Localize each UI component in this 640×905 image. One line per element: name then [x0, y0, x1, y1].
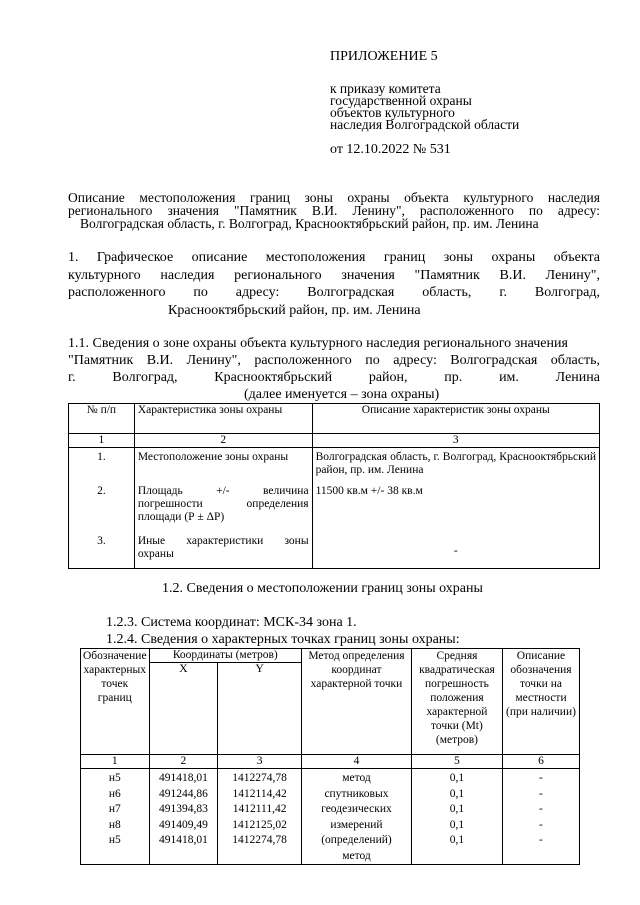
section11-line-3: г. Волгоград, Краснооктябрьский район, пр. им. Ленина: [68, 370, 600, 385]
table-row-x: 491409,49: [158, 818, 208, 831]
header-line-1: к приказу комитета: [330, 81, 441, 96]
boundary-points-table: [80, 648, 580, 865]
table1-colnum-1: 1: [69, 434, 135, 448]
table2-y-values: [218, 769, 302, 865]
table2-header-designation: Обозначение характерных точек границ: [81, 649, 150, 755]
table1-row3-num: 3.: [69, 535, 135, 569]
section1-line-2: культурного наследия регионального значения "Памятник В.И. Ленину",: [68, 268, 600, 283]
appendix-title: ПРИЛОЖЕНИЕ 5: [330, 49, 438, 64]
table-row: [69, 448, 600, 485]
table2-colnum-1: 1: [81, 755, 150, 769]
table-row-desc: -: [539, 787, 543, 800]
table-row-x: 491244,86: [158, 787, 208, 800]
table2-method-values: [302, 769, 412, 865]
table-row-x: 491394,83: [158, 803, 208, 815]
table1-header-char: Характеристика зоны охраны: [134, 404, 312, 434]
section124-text: 1.2.4. Сведения о характерных точках границ зоны охраны:: [106, 632, 460, 647]
table2-header-description: Описание обозначения точки на местности (при наличии): [502, 649, 579, 755]
title-line-3: Волгоградская область, г. Волгоград, Краснооктябрьский район, пр. им. Ленина: [80, 216, 539, 231]
section1-line-4: Краснооктябрьский район, пр. им. Ленина: [168, 303, 421, 318]
table-row-x: 491418,01: [158, 772, 208, 784]
table-row-point: н5: [108, 772, 121, 784]
table2-header-method: Метод определения координат характерной точки: [302, 649, 412, 755]
table2-header-row: [81, 649, 580, 663]
table1-row3-desc: -: [312, 535, 599, 569]
order-date: от 12.10.2022 № 531: [330, 142, 451, 157]
section12-title: 1.2. Сведения о местоположении границ зоны охраны: [162, 581, 483, 596]
table1-row1-desc: Волгоградская область, г. Волгоград, Краснооктябрьский район, пр. им. Ленина: [312, 448, 599, 485]
table2-colnum-row: [81, 755, 580, 769]
table-row-point: н5: [108, 834, 121, 846]
table1-row3-char: Иные характеристики зоны охраны: [134, 535, 312, 569]
section1-line-1: 1. Графическое описание местоположения границ зоны охраны объекта: [68, 250, 600, 265]
section1-line-3: расположенного по адресу: Волгоградская область, г. Волгоград,: [68, 285, 600, 300]
table-row-acc: 0,1: [449, 834, 465, 846]
table2-header-x: X: [149, 663, 218, 755]
table2-body: [81, 769, 580, 865]
table1-row1-num: 1.: [69, 448, 135, 485]
table-row-y: 1412125,02: [232, 818, 287, 831]
table-row-acc: 0,1: [449, 787, 465, 800]
table-row-y: 1412274,78: [232, 772, 287, 784]
method-line: измерений: [330, 818, 383, 831]
table2-description-values: [502, 769, 579, 865]
header-line-3: объектов культурного: [330, 105, 455, 120]
table-row-acc: 0,1: [449, 818, 465, 831]
table1-colnum-row: [69, 434, 600, 448]
title-line-1: Описание местоположения границ зоны охраны объекта культурного наследия: [68, 190, 600, 205]
table2-x-values: [149, 769, 218, 865]
section11-line-4: (далее именуется – зона охраны): [244, 387, 440, 402]
section123-text: 1.2.3. Система координат: МСК-34 зона 1.: [106, 615, 357, 630]
table2-colnum-2: 2: [149, 755, 218, 769]
table1-row2-char: Площадь +/- величина погрешности определения площади (Р ± ΔР): [134, 485, 312, 535]
table1-colnum-3: 3: [312, 434, 599, 448]
table-row: [69, 535, 600, 569]
table-row-y: 1412111,42: [232, 803, 287, 815]
method-line: метод: [342, 772, 371, 784]
table1-header-desc: Описание характеристик зоны охраны: [312, 404, 599, 434]
table2-accuracy-values: [411, 769, 502, 865]
table-row-y: 1412274,78: [232, 834, 287, 846]
section11-line-2: "Памятник В.И. Ленину", расположенного по адресу: Волгоградская область,: [68, 353, 600, 368]
table-row-point: н7: [108, 803, 121, 815]
table2-colnum-5: 5: [411, 755, 502, 769]
table2-colnum-4: 4: [302, 755, 412, 769]
table-row-desc: -: [539, 818, 543, 831]
table-row-acc: 0,1: [449, 772, 465, 784]
table2-colnum-3: 3: [218, 755, 302, 769]
zone-characteristics-table: [68, 403, 600, 569]
table-row: [69, 485, 600, 535]
table2-header-accuracy: Средняя квадратическая погрешность положения характерной точки (Mt) (метров): [411, 649, 502, 755]
method-line: (определений): [321, 834, 392, 846]
table-row-point: н8: [108, 818, 121, 831]
table1-row1-char: Местоположение зоны охраны: [134, 448, 312, 485]
table-row-desc: -: [539, 834, 543, 846]
method-line: метод: [342, 849, 371, 862]
table-row-desc: -: [539, 803, 543, 815]
table-row-point: н6: [108, 787, 121, 800]
table-row-acc: 0,1: [449, 803, 465, 815]
table2-points: [81, 769, 150, 865]
table-row-desc: -: [539, 772, 543, 784]
table1-colnum-2: 2: [134, 434, 312, 448]
table1-header-row: [69, 404, 600, 434]
table-row-x: 491418,01: [158, 834, 208, 846]
header-line-2: государственной охраны: [330, 93, 472, 108]
section11-line-1: 1.1. Сведения о зоне охраны объекта культурного наследия регионального значения: [68, 336, 568, 351]
header-line-4: наследия Волгоградской области: [330, 117, 520, 132]
table1-row2-desc: 11500 кв.м +/- 38 кв.м: [312, 485, 599, 535]
table-row-y: 1412114,42: [232, 787, 287, 800]
method-line: геодезических: [321, 803, 392, 815]
table1-header-num: № п/п: [69, 404, 135, 434]
table1-row2-num: 2.: [69, 485, 135, 535]
title-line-2: регионального значения "Памятник В.И. Ленину", расположенного по адресу:: [68, 203, 600, 218]
table2-colnum-6: 6: [502, 755, 579, 769]
table2-header-coords: Координаты (метров): [149, 649, 301, 663]
table2-header-y: Y: [218, 663, 302, 755]
method-line: спутниковых: [324, 787, 389, 800]
